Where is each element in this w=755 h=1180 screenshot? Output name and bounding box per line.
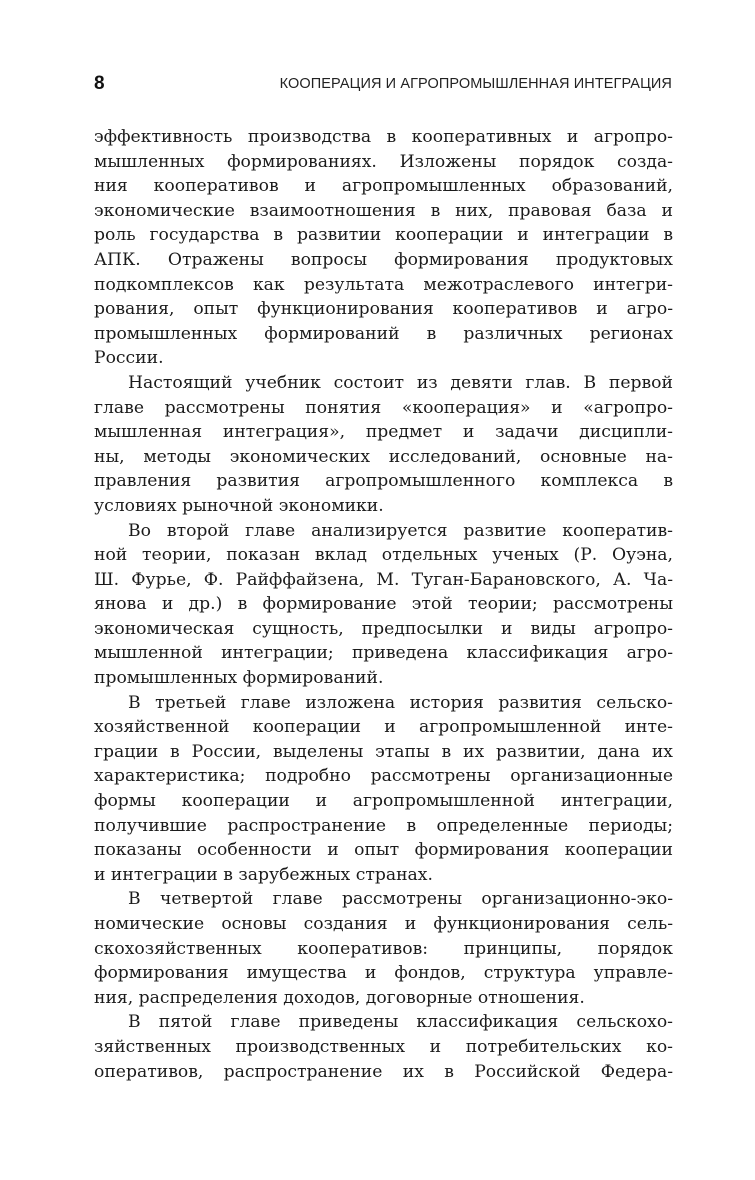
paragraph <box>94 691 673 888</box>
text-line: мышленной интеграции; приведена классификация агро- <box>94 643 673 664</box>
text-line: России. <box>94 348 164 369</box>
paragraph <box>94 125 673 371</box>
text-line: В четвертой главе рассмотрены организационно-эко- <box>128 889 673 910</box>
text-line: и интеграции в зарубежных странах. <box>94 864 433 885</box>
text-line: мышленных формированиях. Изложены порядок созда- <box>94 151 673 172</box>
text-line: условиях рыночной экономики. <box>94 495 384 516</box>
text-line: АПК. Отражены вопросы формирования продуктовых <box>94 249 673 270</box>
text-line: промышленных формирований в различных регионах <box>94 323 673 344</box>
text-line: зяйственных производственных и потребительских ко- <box>94 1036 673 1057</box>
text-line: оперативов, распространение их в Российской Федера- <box>94 1061 673 1082</box>
text-line: правления развития агропромышленного комплекса в <box>94 471 673 492</box>
text-line: характеристика; подробно рассмотрены организационные <box>94 766 673 787</box>
paragraph <box>94 519 673 691</box>
running-title: КООПЕРАЦИЯ И АГРОПРОМЫШЛЕННАЯ ИНТЕГРАЦИЯ <box>279 76 672 92</box>
text-line: скохозяйственных кооперативов: принципы, порядок <box>94 938 673 959</box>
text-line: экономические взаимоотношения в них, правовая база и <box>94 200 673 221</box>
text-line: В пятой главе приведены классификация сельскохо- <box>128 1012 673 1033</box>
paragraph <box>94 1010 673 1084</box>
text-line: Во второй главе анализируется развитие кооператив- <box>128 520 673 541</box>
text-line: промышленных формирований. <box>94 668 384 689</box>
text-line: подкомплексов как результата межотраслевого интегри- <box>94 274 673 295</box>
page-number: 8 <box>94 73 105 94</box>
body-text <box>94 125 673 1084</box>
paragraph <box>94 371 673 519</box>
text-line: экономическая сущность, предпосылки и виды агропро- <box>94 618 673 639</box>
text-line: рования, опыт функционирования кооперативов и агро- <box>94 299 673 320</box>
text-line: роль государства в развитии кооперации и интеграции в <box>94 225 673 246</box>
text-line: номические основы создания и функционирования сель- <box>94 914 673 934</box>
text-line: ной теории, показан вклад отдельных ученых (Р. Оуэна, <box>94 545 673 566</box>
text-line: грации в России, выделены этапы в их развитии, дана их <box>94 741 673 762</box>
text-line: ния кооперативов и агропромышленных образований, <box>94 176 673 197</box>
page-header <box>94 72 672 96</box>
text-line: Настоящий учебник состоит из девяти глав. В первой <box>128 372 673 393</box>
text-line: Ш. Фурье, Ф. Райффайзена, М. Туган-Барановского, А. Ча- <box>94 569 673 590</box>
text-line: мышленная интеграция», предмет и задачи дисципли- <box>94 422 673 443</box>
text-line: показаны особенности и опыт формирования кооперации <box>94 840 673 861</box>
text-line: главе рассмотрены понятия «кооперация» и «агропро- <box>94 397 673 418</box>
paragraph <box>94 887 673 1010</box>
text-line: ны, методы экономических исследований, основные на- <box>94 446 673 467</box>
text-line: формирования имущества и фондов, структура управле- <box>94 963 673 984</box>
text-line: хозяйственной кооперации и агропромышленной инте- <box>94 717 673 738</box>
text-line: ния, распределения доходов, договорные отношения. <box>94 987 585 1008</box>
text-line: янова и др.) в формирование этой теории; рассмотрены <box>94 594 673 615</box>
text-line: формы кооперации и агропромышленной интеграции, <box>94 791 673 812</box>
text-line: получившие распространение в определенные периоды; <box>94 815 673 836</box>
text-line: В третьей главе изложена история развития сельско- <box>128 692 673 713</box>
text-line: эффективность производства в кооперативных и агропро- <box>94 127 673 147</box>
